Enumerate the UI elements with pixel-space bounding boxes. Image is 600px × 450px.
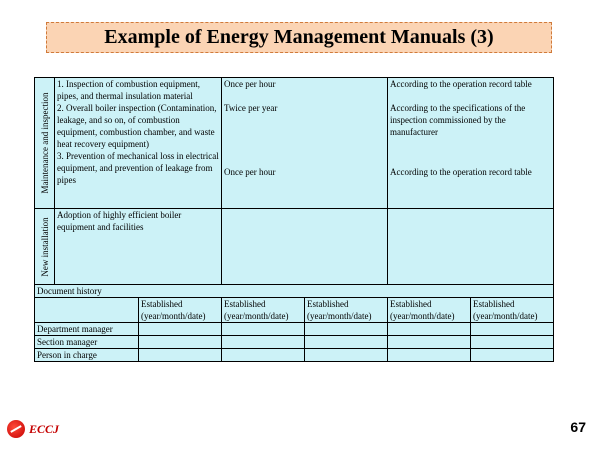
established-row	[35, 298, 554, 323]
role-section-manager: Section manager	[37, 337, 98, 347]
signature-cell	[388, 336, 471, 349]
signature-cell	[222, 349, 305, 362]
signature-cell	[388, 349, 471, 362]
established-cell-1	[139, 298, 222, 323]
new-installation-method-cell	[388, 209, 554, 285]
role-cell	[35, 323, 139, 336]
signature-cell	[471, 349, 554, 362]
maintenance-label: Maintenance and inspection	[39, 92, 50, 194]
maintenance-item-3: 3. Prevention of mechanical loss in electrical equipment, and prevention of leakage from pipes	[57, 151, 219, 185]
established-cell-4	[388, 298, 471, 323]
role-cell	[35, 336, 139, 349]
method-1: According to the operation record table	[390, 79, 532, 89]
signature-cell	[305, 336, 388, 349]
maintenance-items-cell	[55, 78, 222, 209]
new-installation-item-cell	[55, 209, 222, 285]
document-history-title: Document history	[37, 286, 102, 296]
maintenance-row	[35, 78, 554, 209]
energy-manual-table	[34, 77, 554, 362]
title-box	[46, 22, 552, 53]
method-3: According to the operation record table	[390, 167, 532, 177]
established-label: Established (year/month/date)	[473, 299, 538, 321]
new-installation-label: New installation	[39, 216, 50, 277]
role-department-manager: Department manager	[37, 324, 113, 334]
role-row	[35, 323, 554, 336]
frequency-3: Once per hour	[224, 167, 276, 177]
role-row	[35, 349, 554, 362]
frequency-2: Twice per year	[224, 103, 278, 113]
method-2: According to the specifications of the inspection commissioned by the manufacturer	[390, 103, 526, 137]
maintenance-label-cell	[35, 78, 55, 209]
signature-cell	[222, 323, 305, 336]
document-history-cell	[35, 285, 554, 298]
established-blank-cell	[35, 298, 139, 323]
signature-cell	[305, 349, 388, 362]
new-installation-frequency-cell	[222, 209, 388, 285]
signature-cell	[222, 336, 305, 349]
signature-cell	[139, 349, 222, 362]
frequency-1: Once per hour	[224, 79, 276, 89]
established-label: Established (year/month/date)	[224, 299, 289, 321]
signature-cell	[139, 336, 222, 349]
new-installation-label-cell	[35, 209, 55, 285]
eccj-logo-icon	[7, 420, 25, 438]
maintenance-frequency-cell	[222, 78, 388, 209]
eccj-logo-text: ECCJ	[29, 421, 60, 436]
new-installation-item: Adoption of highly efficient boiler equipment and facilities	[57, 210, 182, 232]
signature-cell	[471, 323, 554, 336]
eccj-logo	[7, 420, 59, 438]
established-cell-2	[222, 298, 305, 323]
role-row	[35, 336, 554, 349]
maintenance-method-cell	[388, 78, 554, 209]
page-title: Example of Energy Management Manuals (3)	[104, 26, 494, 48]
established-label: Established (year/month/date)	[141, 299, 206, 321]
signature-cell	[139, 323, 222, 336]
page-number: 67	[570, 419, 586, 435]
maintenance-item-2: 2. Overall boiler inspection (Contamination, leakage, and so on, of combustion equipment, combustion chamber, and waste heat recovery equipment)	[57, 103, 217, 149]
established-label: Established (year/month/date)	[307, 299, 372, 321]
signature-cell	[305, 323, 388, 336]
role-person-in-charge: Person in charge	[37, 350, 97, 360]
established-cell-3	[305, 298, 388, 323]
role-cell	[35, 349, 139, 362]
signature-cell	[471, 336, 554, 349]
maintenance-item-1: 1. Inspection of combustion equipment, pipes, and thermal insulation material	[57, 79, 200, 101]
established-label: Established (year/month/date)	[390, 299, 455, 321]
established-cell-5	[471, 298, 554, 323]
signature-cell	[388, 323, 471, 336]
new-installation-row	[35, 209, 554, 285]
history-title-row	[35, 285, 554, 298]
